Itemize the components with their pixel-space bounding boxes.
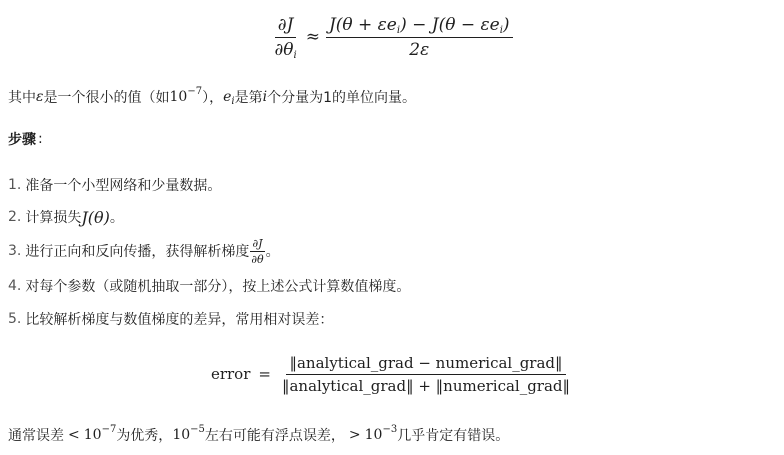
list-marker: 2.	[8, 209, 22, 225]
p1-text-2: 是一个很小的值（如	[43, 90, 170, 106]
relative-error-denominator: ‖analytical_grad‖ + ‖numerical_grad‖	[281, 376, 571, 395]
central-difference-fraction	[326, 15, 513, 60]
list-item-text: 比较解析梯度与数值梯度的差异，常用相对误差：	[25, 312, 334, 328]
p2-power-2-base: 10	[172, 427, 191, 443]
p2-power-1-exp: −7	[101, 424, 117, 435]
epsilon-explanation	[8, 86, 416, 108]
analytic-gradient-fraction	[249, 237, 265, 266]
list-item-text: 准备一个小型网络和少量数据。	[25, 178, 222, 194]
list-item-text-end: 。	[265, 244, 280, 260]
partial-derivative-fraction	[271, 15, 299, 60]
approx-symbol: ≈	[305, 27, 320, 47]
central-difference-denominator: 2ε	[409, 39, 430, 60]
analytic-grad-num: ∂J	[252, 236, 263, 250]
cd-num-a: J(θ + εe	[328, 14, 397, 35]
steps-heading	[8, 128, 43, 150]
gradient-approx-equation	[0, 10, 784, 64]
relative-error-numerator: ‖analytical_grad − numerical_grad‖	[286, 354, 565, 375]
unit-vector-sub: i	[231, 96, 235, 107]
partial-denominator	[271, 38, 299, 60]
partial-numerator: ∂J	[275, 15, 297, 38]
p1-power-exp: −7	[187, 86, 203, 97]
list-item	[8, 275, 410, 297]
p1-text-3: ），	[202, 90, 224, 106]
relative-error-equation	[0, 346, 784, 402]
p1-power-base: 10	[169, 89, 188, 105]
epsilon-symbol: ε	[36, 89, 44, 105]
less-than-symbol: <	[68, 427, 80, 443]
p2-power-2-exp: −5	[190, 424, 205, 435]
steps-heading-text: 步骤	[8, 132, 36, 148]
analytic-grad-den: ∂θ	[251, 252, 264, 266]
list-item	[8, 236, 280, 266]
error-threshold-explanation	[8, 423, 509, 447]
list-marker: 1.	[8, 177, 22, 193]
p1-text-1: 其中	[8, 90, 36, 106]
error-label: error	[210, 365, 251, 383]
unit-vector-symbol	[223, 89, 235, 105]
p2-text-4: 几乎肯定有错误。	[397, 428, 510, 444]
list-item-text: 对每个参数（或随机抽取一部分），按上述公式计算数值梯度。	[25, 279, 411, 295]
cd-num-b: ) − J(θ − εe	[400, 14, 500, 35]
partial-den-sub: i	[293, 49, 297, 61]
relative-error-fraction	[279, 354, 573, 395]
central-difference-numerator	[326, 15, 513, 38]
p2-power-3-base: 10	[364, 427, 383, 443]
greater-than-symbol: >	[348, 427, 361, 443]
p2-power-3-exp: −3	[382, 424, 398, 435]
cd-num-c: )	[502, 14, 510, 35]
list-marker: 5.	[8, 311, 22, 327]
unit-vector-e: e	[223, 89, 232, 105]
steps-heading-colon: :	[38, 131, 43, 147]
list-item-text: 进行正向和反向传播，获得解析梯度	[25, 244, 250, 260]
list-item	[8, 174, 221, 196]
list-item-text: 计算损失	[25, 210, 82, 226]
p2-power-2	[172, 424, 205, 443]
p2-text-2: 为优秀，	[116, 428, 173, 444]
list-item	[8, 308, 333, 330]
cd-sub-1: i	[396, 24, 401, 36]
p2-text-3: 左右可能有浮点误差，	[204, 428, 345, 444]
cd-sub-2: i	[499, 24, 503, 36]
p1-text-5: 个分量为1的单位向量。	[267, 90, 416, 106]
p2-power-1	[83, 424, 117, 443]
partial-den-text: ∂θ	[274, 39, 294, 60]
list-item	[8, 205, 124, 229]
list-item-text-end: 。	[109, 210, 124, 226]
p2-power-1-base: 10	[83, 427, 102, 443]
p1-text-4: 是第	[234, 90, 263, 106]
index-i-symbol: i	[262, 89, 268, 105]
p2-text-1: 通常误差	[8, 428, 64, 444]
p1-power	[169, 86, 203, 105]
equals-symbol: =	[258, 365, 271, 383]
p2-power-3	[364, 424, 398, 443]
loss-function-math: J(θ)	[81, 207, 110, 227]
list-marker: 4.	[8, 278, 22, 294]
list-marker: 3.	[8, 243, 22, 259]
